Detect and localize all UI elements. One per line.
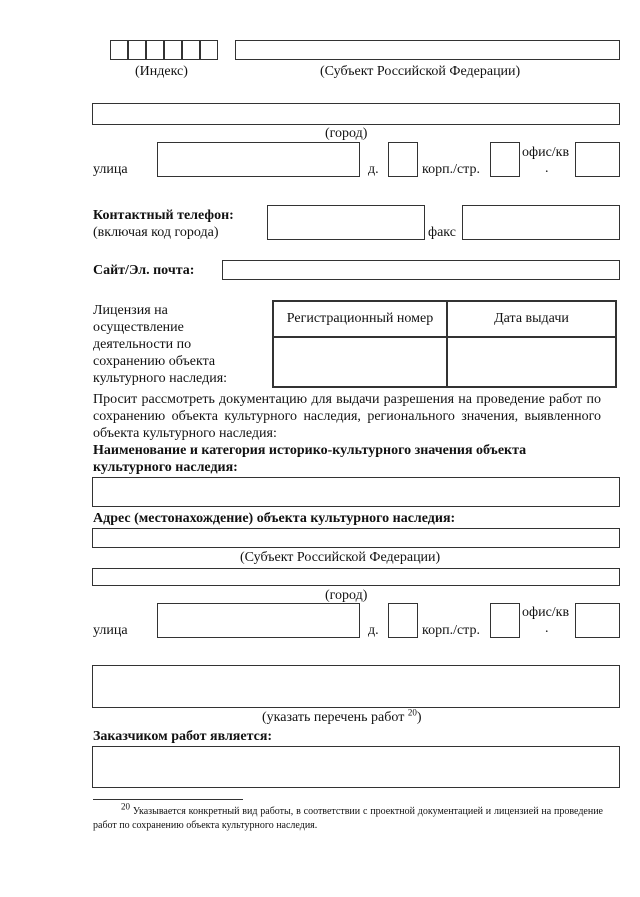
license-col-reg-number: Регистрационный номер — [273, 301, 447, 337]
office-label-dot: . — [545, 161, 549, 176]
works-label-text: (указать перечень работ — [262, 710, 405, 725]
license-reg-number-cell[interactable] — [273, 337, 447, 387]
index-cell[interactable] — [110, 40, 128, 60]
works-footnote-ref: 20 — [407, 707, 417, 718]
license-label-line: осуществление — [93, 320, 184, 335]
office-label: офис/кв — [522, 145, 570, 160]
region-label: (Субъект Российской Федерации) — [320, 64, 521, 79]
object-office-label: офис/кв — [522, 605, 570, 620]
footnote-separator — [93, 799, 243, 800]
license-table — [272, 300, 617, 388]
house-field[interactable] — [388, 142, 418, 177]
works-label — [262, 707, 422, 726]
object-region-field[interactable] — [92, 528, 620, 548]
street-label: улица — [93, 162, 128, 177]
index-cell[interactable] — [164, 40, 182, 60]
license-label-line: сохранению объекта — [93, 354, 216, 369]
phone-label: Контактный телефон: — [93, 208, 234, 223]
building-field[interactable] — [490, 142, 520, 177]
city-label: (город) — [325, 126, 368, 141]
works-label-close: ) — [416, 710, 422, 725]
license-label-line: Лицензия на — [93, 303, 168, 318]
customer-label: Заказчиком работ является: — [93, 729, 273, 744]
object-street-label: улица — [93, 623, 128, 638]
site-field[interactable] — [222, 260, 620, 280]
object-street-field[interactable] — [157, 603, 360, 638]
object-building-field[interactable] — [490, 603, 520, 638]
index-cell[interactable] — [200, 40, 218, 60]
license-label-line: деятельности по — [93, 337, 192, 352]
phone-hint: (включая код города) — [93, 225, 219, 240]
object-building-label: корп./стр. — [422, 623, 480, 638]
license-issue-date-cell[interactable] — [447, 337, 616, 387]
index-cell[interactable] — [182, 40, 200, 60]
region-field[interactable] — [235, 40, 620, 60]
object-city-label: (город) — [325, 588, 368, 603]
license-col-issue-date: Дата выдачи — [447, 301, 616, 337]
object-city-field[interactable] — [92, 568, 620, 586]
object-region-label: (Субъект Российской Федерации) — [240, 550, 441, 565]
object-name-field[interactable] — [92, 477, 620, 507]
object-house-field[interactable] — [388, 603, 418, 638]
footnote — [93, 801, 603, 833]
customer-field[interactable] — [92, 746, 620, 788]
house-label: д. — [368, 162, 379, 177]
footnote-text: Указывается конкретный вид работы, в соответствии с проектной документацией и лицензией на проведение работ по сохранению объекта культурного наследия. — [93, 806, 603, 831]
phone-field[interactable] — [267, 205, 425, 240]
license-label-line: культурного наследия: — [93, 371, 228, 386]
object-office-field[interactable] — [575, 603, 620, 638]
index-cell[interactable] — [128, 40, 146, 60]
office-field[interactable] — [575, 142, 620, 177]
object-office-label-dot: . — [545, 621, 549, 636]
site-label: Сайт/Эл. почта: — [93, 263, 195, 278]
building-label: корп./стр. — [422, 162, 480, 177]
index-cell[interactable] — [146, 40, 164, 60]
object-name-label-cont: культурного наследия: — [93, 460, 238, 475]
object-name-label: Наименование и категория историко-культурного значения объекта — [93, 443, 527, 458]
fax-field[interactable] — [462, 205, 620, 240]
object-address-heading: Адрес (местонахождение) объекта культурного наследия: — [93, 511, 456, 526]
index-label: (Индекс) — [135, 64, 188, 79]
city-field[interactable] — [92, 103, 620, 125]
fax-label: факс — [428, 225, 456, 240]
street-field[interactable] — [157, 142, 360, 177]
request-text: Просит рассмотреть документацию для выдачи разрешения на проведение работ по сохранению объекта культурного наследия, регионального значения, выявленного объекта культурного наследия: — [93, 392, 601, 441]
footnote-number: 20 — [121, 801, 130, 812]
index-field[interactable] — [110, 40, 218, 60]
object-house-label: д. — [368, 623, 379, 638]
works-field[interactable] — [92, 665, 620, 708]
